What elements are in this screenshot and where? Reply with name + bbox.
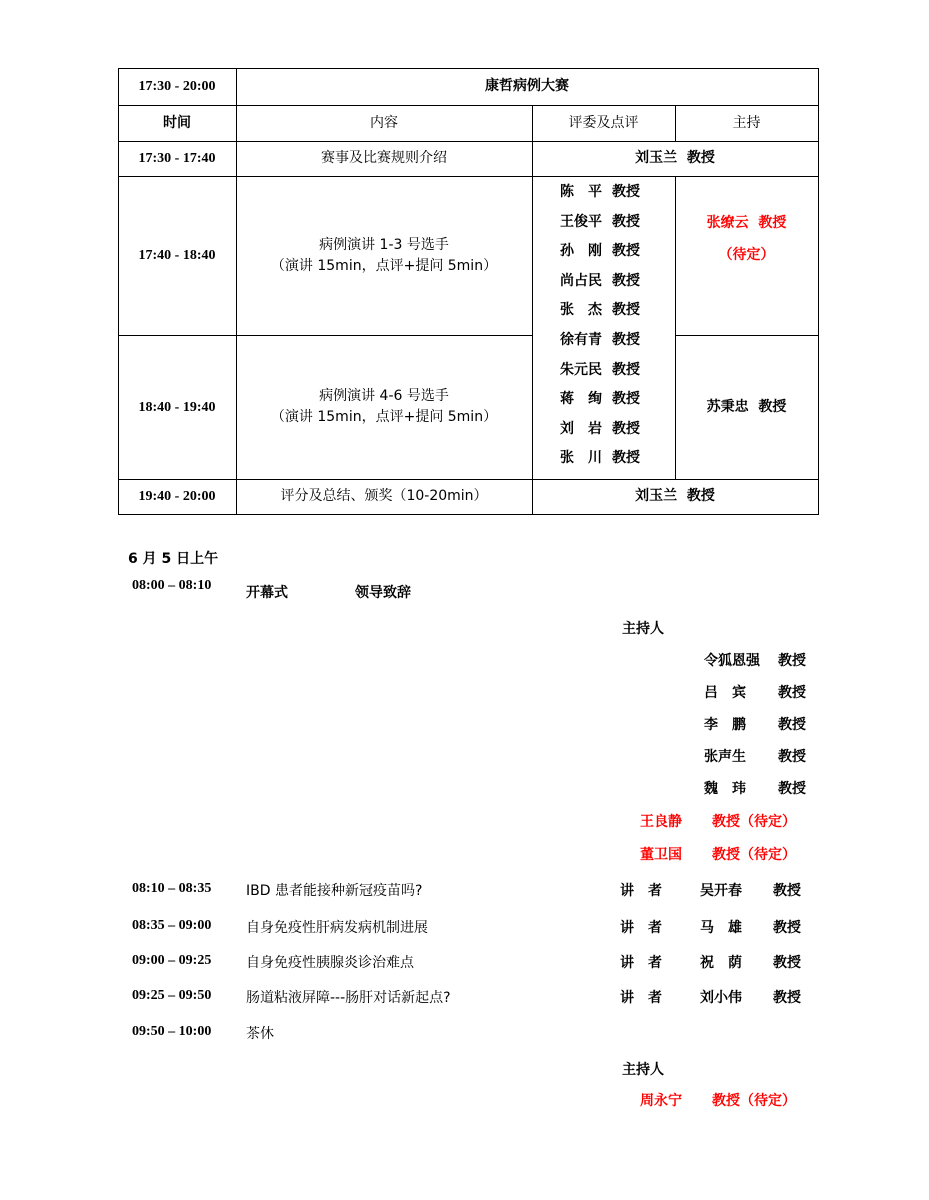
talk-speaker-title: 教授 — [773, 920, 801, 936]
date-title-text: 6 月 5 日上午 — [128, 551, 219, 567]
judge-name: 王俊平 — [560, 213, 602, 230]
judge-name: 刘 岩 — [560, 420, 602, 437]
row-host: 刘玉兰 教授 — [635, 150, 715, 166]
talk-time: 09:25 – 09:50 — [132, 988, 212, 1003]
row-host: 苏秉忠 教授 — [706, 398, 787, 415]
talk-role: 讲 者 — [620, 955, 662, 971]
table-border-bottom — [118, 514, 819, 515]
judge-title: 教授 — [612, 450, 640, 467]
talk-speaker-title: 教授 — [773, 990, 801, 1006]
row-time: 19:40 - 20:00 — [138, 489, 216, 504]
judge-item — [560, 237, 703, 267]
hosts-label: 主持人 — [622, 621, 664, 637]
pending-host-name: 董卫国 — [640, 847, 682, 863]
judge-name: 张 川 — [560, 450, 602, 467]
host-title: 教授 — [778, 717, 806, 733]
col-header-content: 内容 — [370, 114, 398, 131]
judge-title: 教授 — [612, 331, 640, 348]
host-name: 令狐恩强 — [704, 653, 760, 669]
talk-time: 09:00 – 09:25 — [132, 953, 212, 968]
talk-topic: 肠道粘液屏障---肠肝对话新起点? — [246, 990, 451, 1006]
content-line: （演讲 15min，点评+提问 5min） — [270, 257, 498, 274]
date-title — [128, 548, 218, 568]
talk-speaker: 马 雄 — [700, 920, 742, 936]
talk-speaker-title: 教授 — [773, 883, 801, 899]
hosts-label: 主持人 — [622, 1062, 664, 1078]
pending-host-name: 周永宁 — [640, 1093, 682, 1109]
judge-title: 教授 — [612, 243, 640, 260]
talk-role: 讲 者 — [620, 883, 662, 899]
opening-speech-label: 领导致辞 — [355, 585, 411, 601]
judge-name: 徐有青 — [560, 331, 602, 348]
judge-item — [560, 385, 703, 415]
break-time: 09:50 – 10:00 — [132, 1024, 212, 1039]
host-name: 张缭云 教授 — [706, 214, 787, 231]
judge-name: 朱元民 — [560, 361, 602, 378]
judge-item — [560, 296, 703, 326]
judge-name: 陈 平 — [560, 184, 602, 200]
judge-item — [560, 208, 703, 238]
judge-item — [560, 356, 703, 386]
row-content — [236, 176, 532, 335]
judge-title: 教授 — [612, 420, 640, 437]
host-name: 魏 玮 — [704, 781, 746, 797]
schedule-table — [118, 68, 818, 515]
row-content: 赛事及比赛规则介绍 — [321, 150, 447, 166]
content-line: 病例演讲 1-3 号选手 — [319, 236, 449, 253]
judge-name: 孙 刚 — [560, 243, 602, 260]
row-host: 刘玉兰 教授 — [635, 488, 715, 504]
talk-role: 讲 者 — [620, 990, 662, 1006]
judge-item — [560, 415, 703, 445]
judge-title: 教授 — [612, 213, 640, 230]
judges-list — [560, 178, 703, 474]
judge-item — [560, 326, 703, 356]
talk-topic: 自身免疫性胰腺炎诊治难点 — [246, 955, 414, 971]
row-time: 18:40 - 19:40 — [138, 399, 216, 415]
judge-title: 教授 — [612, 184, 640, 200]
host-name: 张声生 — [704, 749, 746, 765]
table-border-right — [818, 68, 819, 515]
host-status: （待定） — [718, 246, 775, 263]
host-name: 吕 宾 — [704, 685, 746, 701]
talk-time: 08:35 – 09:00 — [132, 918, 212, 933]
host-title: 教授 — [778, 781, 806, 797]
content-line: （演讲 15min，点评+提问 5min） — [270, 409, 498, 425]
host-title: 教授 — [778, 653, 806, 669]
judge-name: 张 杰 — [560, 302, 602, 319]
pending-host-title: 教授（待定） — [712, 814, 796, 830]
pending-host-title: 教授（待定） — [712, 847, 796, 863]
header-time: 17:30 - 20:00 — [138, 79, 216, 94]
judge-item — [560, 267, 703, 297]
row-time: 17:40 - 18:40 — [138, 248, 216, 263]
content-line: 病例演讲 4-6 号选手 — [319, 388, 449, 404]
talk-topic: 自身免疫性肝病发病机制进展 — [246, 920, 428, 936]
break-label: 茶休 — [246, 1026, 274, 1042]
talk-speaker: 吴开春 — [700, 883, 742, 899]
pending-host-name: 王良静 — [640, 814, 682, 830]
judge-title: 教授 — [612, 391, 640, 408]
judge-name: 蒋 绚 — [560, 391, 602, 408]
talk-speaker-title: 教授 — [773, 955, 801, 971]
table-title: 康哲病例大赛 — [485, 78, 569, 94]
judge-name: 尚占民 — [560, 272, 602, 289]
judge-item — [560, 444, 703, 474]
row-content: 评分及总结、颁奖（10-20min） — [280, 488, 488, 504]
talk-time: 08:10 – 08:35 — [132, 881, 212, 896]
talk-speaker: 刘小伟 — [700, 990, 742, 1006]
row-time: 17:30 - 17:40 — [138, 151, 216, 166]
talk-role: 讲 者 — [620, 920, 662, 936]
judge-title: 教授 — [612, 361, 640, 378]
judge-title: 教授 — [612, 302, 640, 319]
talk-speaker: 祝 荫 — [700, 955, 742, 971]
col-header-time: 时间 — [163, 114, 191, 131]
talk-topic: IBD 患者能接种新冠疫苗吗? — [246, 883, 423, 899]
judge-item — [560, 178, 703, 208]
opening-label: 开幕式 — [246, 585, 288, 601]
host-title: 教授 — [778, 749, 806, 765]
host-title: 教授 — [778, 685, 806, 701]
opening-time: 08:00 – 08:10 — [132, 578, 212, 593]
pending-host-title: 教授（待定） — [712, 1093, 796, 1109]
judge-title: 教授 — [612, 272, 640, 289]
col-header-host: 主持 — [732, 114, 761, 131]
row-content — [236, 335, 532, 479]
host-name: 李 鹏 — [704, 717, 746, 733]
col-header-judges: 评委及点评 — [568, 114, 639, 131]
